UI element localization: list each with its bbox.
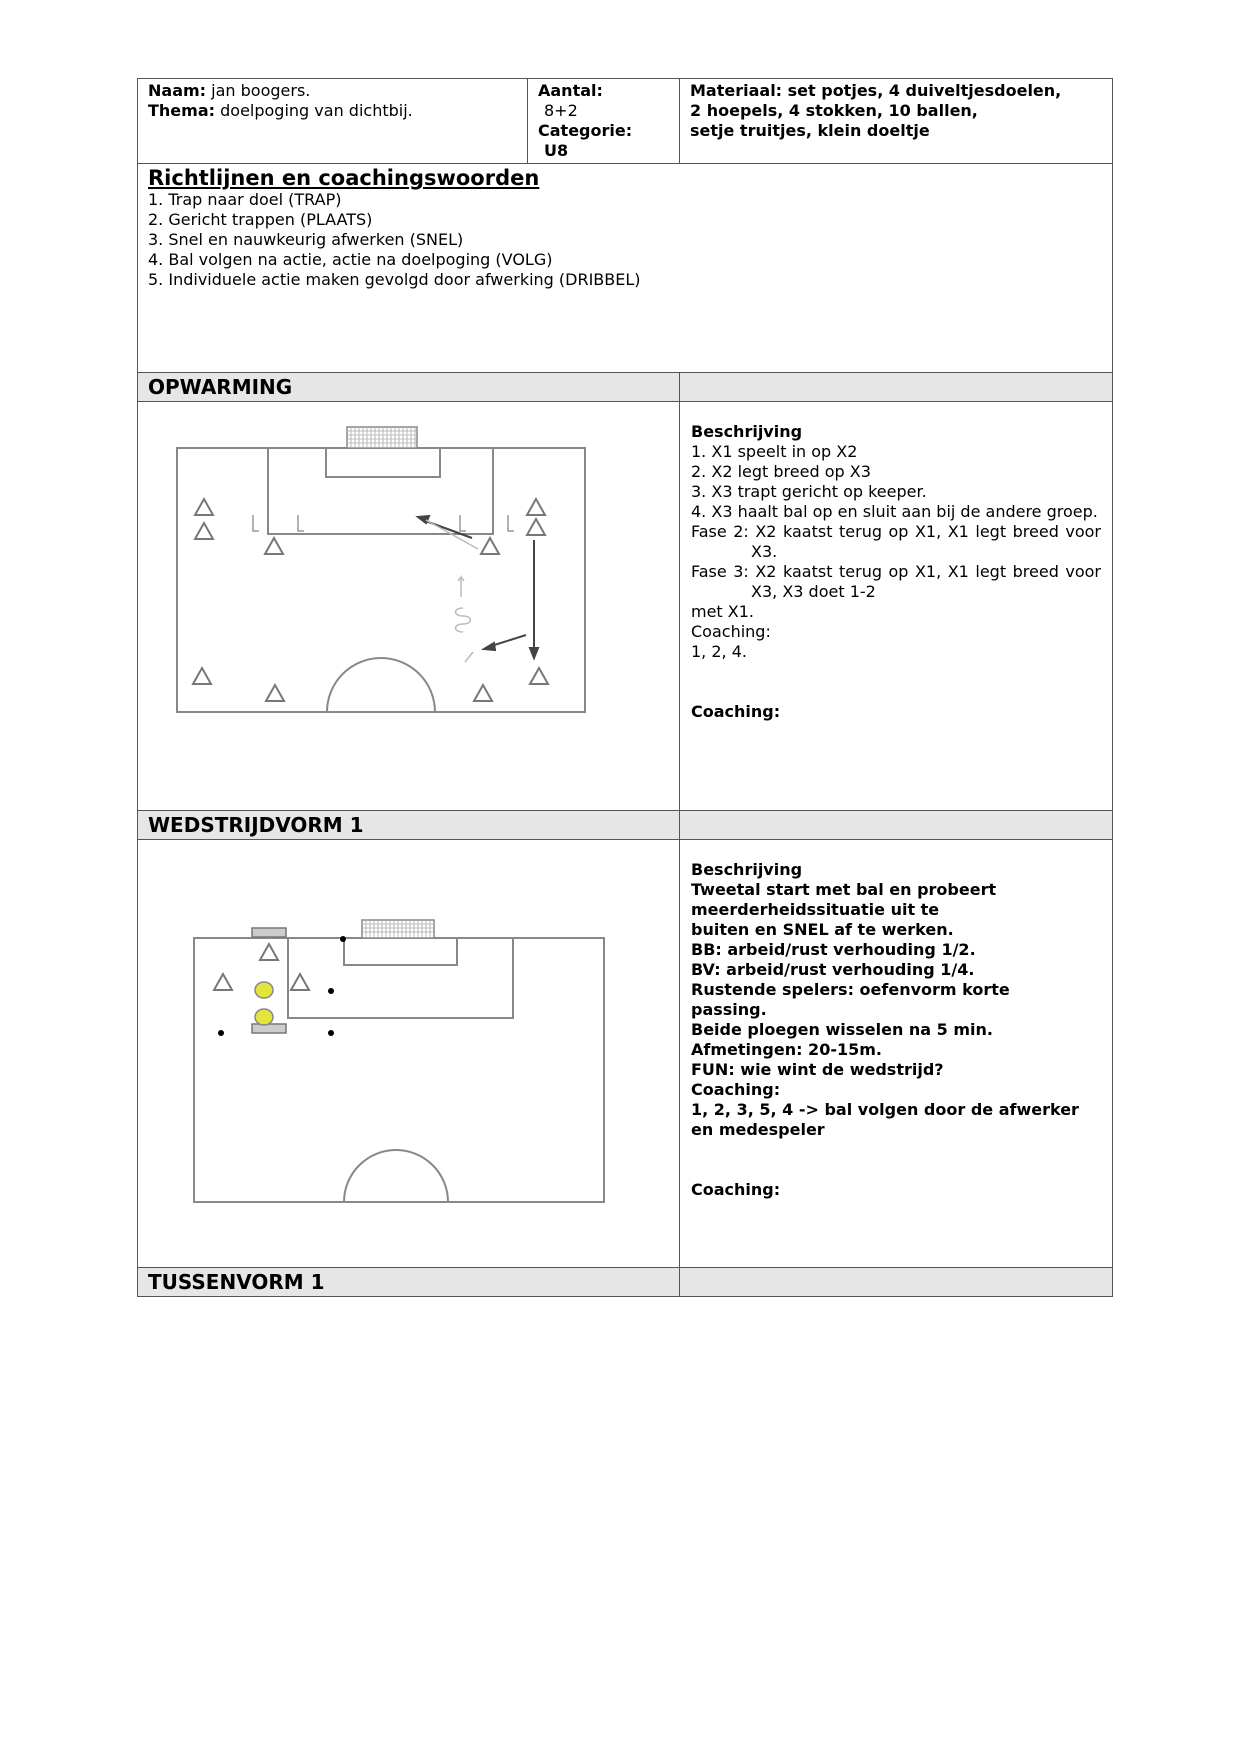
description-line: Rustende spelers: oefenvorm korte (691, 980, 1010, 999)
pass-arrow-icons (426, 520, 478, 662)
ball-icons (218, 936, 346, 1036)
materiaal-cell (680, 79, 1113, 164)
description-line: FUN: wie wint de wedstrijd? (691, 1060, 944, 1079)
naam-label: Naam: (148, 81, 207, 100)
description-line: 2. X2 legt breed op X3 (691, 462, 871, 481)
description-line: BV: arbeid/rust verhouding 1/4. (691, 960, 975, 979)
beschrijving-label: Beschrijving (691, 422, 803, 441)
description-line: 3. X3 trapt gericht op keeper. (691, 482, 927, 501)
description-line: BB: arbeid/rust verhouding 1/2. (691, 940, 976, 959)
arrow-icons (418, 516, 538, 658)
description-line: 4. X3 haalt bal op en sluit aan bij de andere groep. (691, 502, 1098, 521)
materiaal-line: Materiaal: set potjes, 4 duiveltjesdoelen, (690, 81, 1062, 100)
thema-line (148, 101, 517, 121)
materiaal-line: setje truitjes, klein doeltje (690, 121, 930, 140)
richtlijn-item: 5. Individuele actie maken gevolgd door afwerking (DRIBBEL) (148, 270, 641, 289)
naam-value: jan boogers. (211, 81, 311, 100)
categorie-value: U8 (544, 141, 569, 160)
opwarming-diagram-cell (138, 402, 680, 811)
training-sheet (137, 78, 1113, 1297)
coaching-label: Coaching: (691, 702, 781, 721)
aantal-value: 8+2 (544, 101, 578, 120)
description-line: met X1. (691, 602, 755, 621)
description-line: Tweetal start met bal en probeert (691, 880, 997, 899)
description-line: Beide ploegen wisselen na 5 min. (691, 1020, 993, 1039)
description-line: Coaching: (691, 1080, 781, 1099)
richtlijn-item: 4. Bal volgen na actie, actie na doelpoging (VOLG) (148, 250, 553, 269)
coaching-label: Coaching: (691, 1180, 781, 1199)
tussenvorm-title: TUSSENVORM 1 (148, 1270, 325, 1294)
description-line: 1, 2, 4. (691, 642, 747, 661)
cone-icons (193, 499, 548, 701)
penalty-area (288, 938, 513, 1018)
richtlijnen-title: Richtlijnen en coachingswoorden (148, 166, 540, 190)
goal-area (344, 938, 457, 965)
wedstrijdvorm-row (138, 840, 1113, 1268)
richtlijnen-row (138, 164, 1113, 373)
thema-value: doelpoging van dichtbij. (220, 101, 413, 120)
goal-area (326, 448, 440, 477)
description-line: Coaching: (691, 622, 771, 641)
aantal-label: Aantal: (538, 81, 603, 100)
description-line: Fase 3: X2 kaatst terug op X1, X1 legt breed voor X3, X3 doet 1-2 (691, 562, 1101, 601)
goal-net (347, 427, 417, 448)
tussenvorm-header-row (138, 1268, 1113, 1297)
naam-line (148, 81, 517, 101)
description-line: Afmetingen: 20-15m. (691, 1040, 882, 1059)
wedstrijdvorm-header-row (138, 811, 1113, 840)
opwarming-row (138, 402, 1113, 811)
header-row (138, 79, 1113, 164)
description-line: Fase 2: X2 kaatst terug op X1, X1 legt breed voor X3. (691, 522, 1101, 561)
richtlijn-item: 3. Snel en nauwkeurig afwerken (SNEL) (148, 230, 464, 249)
richtlijnen-cell (138, 164, 1113, 373)
aantal-cell (528, 79, 680, 164)
description-line: 1, 2, 3, 5, 4 -> bal volgen door de afwerker en medespeler (691, 1100, 1079, 1139)
categorie-label: Categorie: (538, 121, 633, 140)
opwarming-title: OPWARMING (148, 375, 293, 399)
wedstrijdvorm-title: WEDSTRIJDVORM 1 (148, 813, 364, 837)
naam-thema-cell (138, 79, 528, 164)
richtlijn-item: 1. Trap naar doel (TRAP) (148, 190, 342, 209)
wedstrijdvorm-diagram (138, 840, 679, 1267)
pitch-outline (177, 448, 585, 712)
goal-net (362, 920, 434, 938)
center-circle (344, 1150, 448, 1202)
hoop-icons (255, 982, 273, 1025)
description-line: buiten en SNEL af te werken. (691, 920, 954, 939)
pitch-outline (194, 938, 604, 1202)
description-line: 1. X1 speelt in op X2 (691, 442, 858, 461)
opwarming-header-row (138, 373, 1113, 402)
opwarming-diagram (138, 402, 679, 810)
center-circle (327, 658, 435, 712)
description-line: passing. (691, 1000, 767, 1019)
description-line: meerderheidssituatie uit te (691, 900, 940, 919)
wedstrijdvorm-diagram-cell (138, 840, 680, 1268)
stick-markers (253, 515, 514, 531)
richtlijn-item: 2. Gericht trappen (PLAATS) (148, 210, 373, 229)
thema-label: Thema: (148, 101, 216, 120)
beschrijving-label: Beschrijving (691, 860, 803, 879)
wedstrijdvorm-description-cell (680, 840, 1113, 1268)
materiaal-line: 2 hoepels, 4 stokken, 10 ballen, (690, 101, 978, 120)
opwarming-description-cell (680, 402, 1113, 811)
